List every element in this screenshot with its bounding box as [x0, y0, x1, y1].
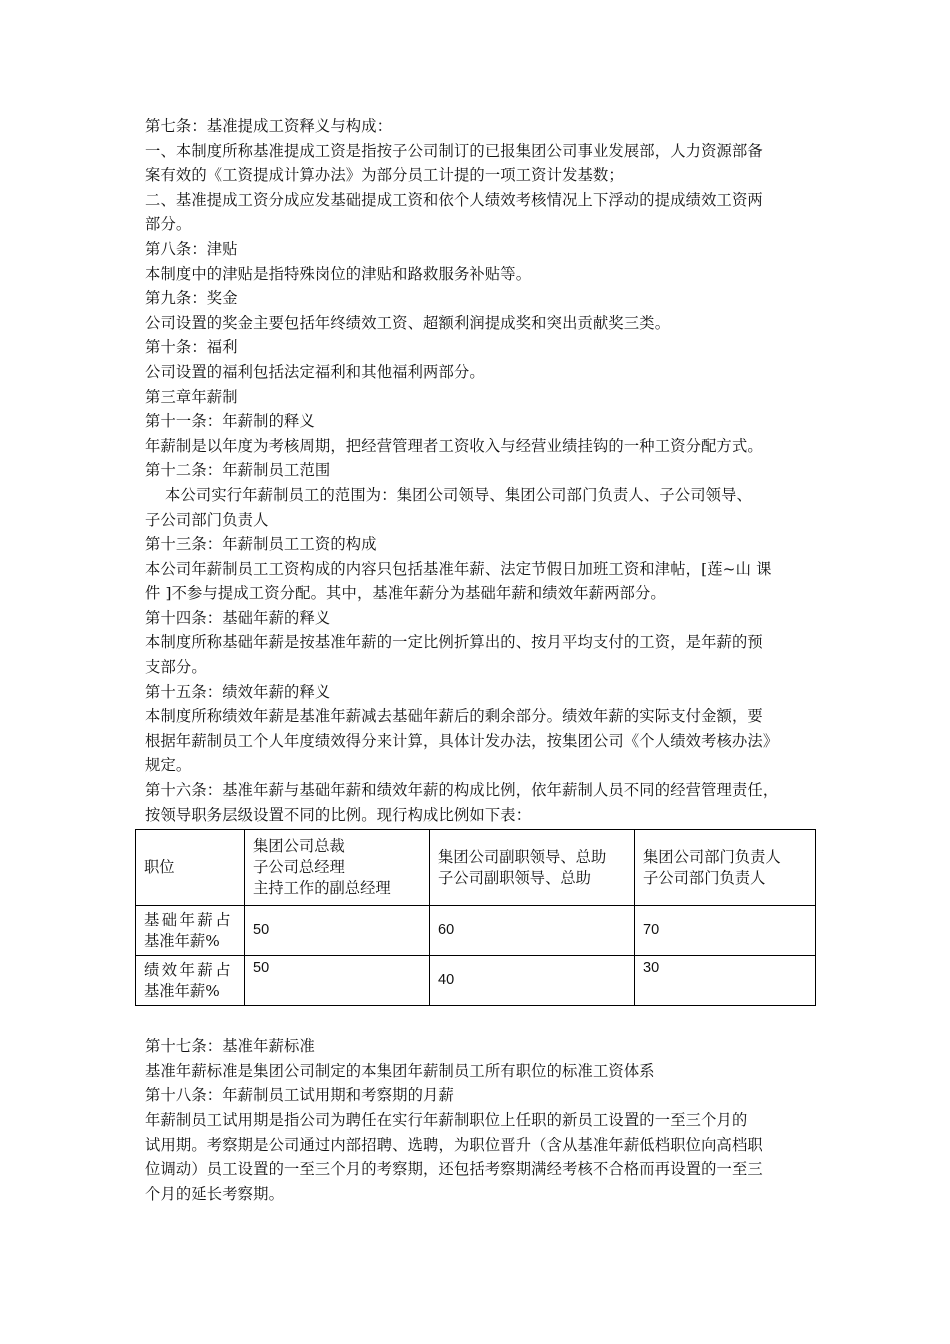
table-header-row	[136, 830, 816, 906]
header-line: 主持工作的副总经理	[253, 879, 391, 898]
article18-line: 个月的延长考察期。	[145, 1184, 285, 1203]
header-line: 子公司部门负责人	[643, 868, 766, 887]
article10-title: 第十条：福利	[145, 338, 238, 357]
article18-line: 试用期。考察期是公司通过内部招聘、选聘，为职位晋升（含从基准年薪低档职位向高档职	[145, 1135, 763, 1154]
article17-title: 第十七条：基准年薪标准	[145, 1037, 315, 1056]
article14-title: 第十四条：基础年薪的释义	[145, 608, 331, 627]
header-line: 子公司副职领导、总助	[438, 868, 591, 887]
article10-body: 公司设置的福利包括法定福利和其他福利两部分。	[145, 362, 485, 381]
article16-line: 按领导职务层级设置不同的比例。现行构成比例如下表：	[145, 805, 532, 824]
article18-line: 位调动）员工设置的一至三个月的考察期，还包括考察期满经考核不合格而再设置的一至三	[145, 1160, 763, 1179]
table-row	[136, 956, 816, 1006]
table-cell: 60	[430, 906, 635, 956]
article7-line: 部分。	[145, 215, 192, 234]
ratio-table	[135, 829, 816, 1006]
row-label	[136, 956, 245, 1006]
table-cell: 70	[635, 906, 816, 956]
article14-line: 本制度所称基础年薪是按基准年薪的一定比例折算出的、按月平均支付的工资，是年薪的预	[145, 633, 763, 652]
article11-body: 年薪制是以年度为考核周期，把经营管理者工资收入与经营业绩挂钩的一种工资分配方式。	[145, 436, 763, 455]
article12-line: 子公司部门负责人	[145, 510, 269, 529]
article13-title: 第十三条：年薪制员工工资的构成	[145, 535, 377, 554]
article15-title: 第十五条：绩效年薪的释义	[145, 682, 331, 701]
article9-body: 公司设置的奖金主要包括年终绩效工资、超额利润提成奖和突出贡献奖三类。	[145, 313, 671, 332]
table-cell: 30	[635, 956, 816, 1006]
table-cell: 40	[430, 956, 635, 1006]
article7-title: 第七条：基准提成工资释义与构成：	[145, 117, 393, 135]
article7-line: 二、基准提成工资分成应发基础提成工资和依个人绩效考核情况上下浮动的提成绩效工资两	[145, 190, 763, 209]
header-cell-group3	[635, 830, 816, 906]
article13-line: 件 ]不参与提成工资分配。其中，基准年薪分为基础年薪和绩效年薪两部分。	[145, 584, 666, 603]
header-cell-group2	[430, 830, 635, 906]
article15-line: 规定。	[145, 756, 192, 775]
article9-title: 第九条：奖金	[145, 289, 238, 308]
chapter3-title: 第三章年薪制	[145, 387, 238, 406]
header-line: 子公司总经理	[253, 858, 345, 877]
row-label-line: 基准年薪%	[144, 981, 220, 1000]
table-row	[136, 906, 816, 956]
header-line: 集团公司副职领导、总助	[438, 847, 607, 866]
article13-line: 本公司年薪制员工工资构成的内容只包括基准年薪、法定节假日加班工资和津帖，[莲~山 课	[145, 559, 772, 578]
article18-line: 年薪制员工试用期是指公司为聘任在实行年薪制职位上任职的新员工设置的一至三个月的	[145, 1111, 748, 1129]
article15-line: 本制度所称绩效年薪是基准年薪减去基础年薪后的剩余部分。绩效年薪的实际支付金额，要	[145, 707, 763, 726]
header-line: 集团公司总裁	[253, 837, 345, 856]
header-line: 集团公司部门负责人	[643, 847, 781, 866]
article8-title: 第八条：津贴	[145, 239, 238, 258]
header-label: 职位	[144, 858, 175, 877]
article15-line: 根据年薪制员工个人年度绩效得分来计算，具体计发办法，按集团公司《个人绩效考核办法》	[145, 731, 779, 750]
article14-line: 支部分。	[145, 658, 207, 677]
row-label-line: 基准年薪%	[144, 931, 220, 950]
table-cell: 50	[245, 906, 430, 956]
article7-line: 案有效的《工资提成计算办法》为部分员工计提的一项工资计发基数；	[145, 166, 624, 185]
article12-line: 本公司实行年薪制员工的范围为：集团公司领导、集团公司部门负责人、子公司领导、	[165, 485, 752, 504]
article16-line: 第十六条：基准年薪与基础年薪和绩效年薪的构成比例，依年薪制人员不同的经营管理责任，	[145, 781, 779, 800]
row-label-line: 基础年薪占	[144, 910, 233, 929]
header-cell-group1	[245, 830, 430, 906]
article18-title: 第十八条：年薪制员工试用期和考察期的月薪	[145, 1086, 454, 1105]
article7-line: 一、本制度所称基准提成工资是指按子公司制订的已报集团公司事业发展部，人力资源部备	[145, 141, 763, 160]
article11-title: 第十一条：年薪制的释义	[145, 412, 315, 431]
document-body	[145, 114, 811, 1206]
article17-body: 基准年薪标准是集团公司制定的本集团年薪制员工所有职位的标准工资体系	[145, 1061, 655, 1080]
table-cell: 50	[245, 956, 430, 1006]
article12-title: 第十二条：年薪制员工范围	[145, 461, 331, 480]
header-cell-position	[136, 830, 245, 906]
row-label	[136, 906, 245, 956]
row-label-line: 绩效年薪占	[144, 960, 233, 979]
article8-body: 本制度中的津贴是指特殊岗位的津贴和路救服务补贴等。	[145, 264, 532, 283]
